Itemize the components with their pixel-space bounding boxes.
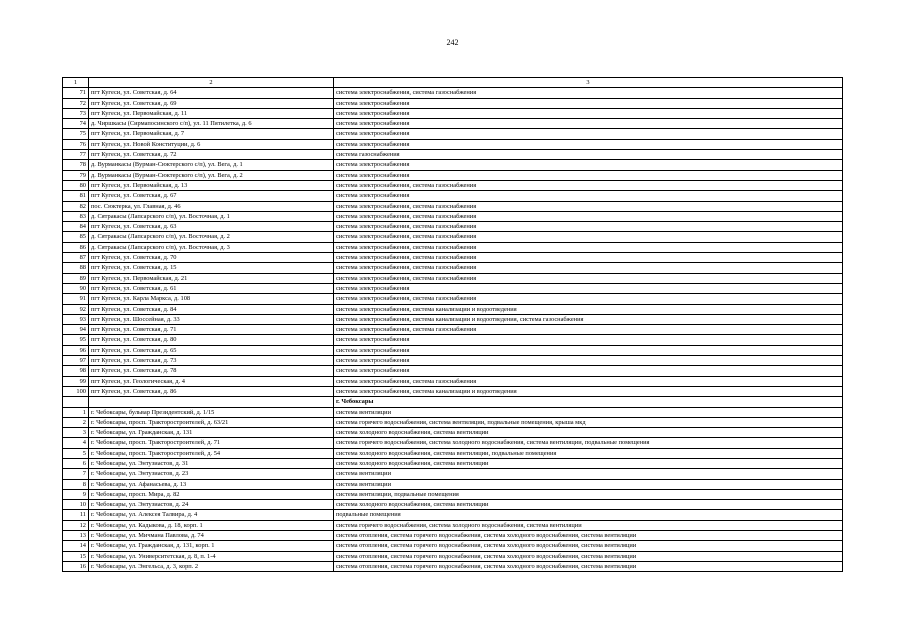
objects-table <box>62 77 843 572</box>
row-number: 92 <box>63 304 89 314</box>
row-address: г. Чебоксары, ул. Алексея Талвира, д. 4 <box>89 510 334 520</box>
row-number: 8 <box>63 479 89 489</box>
row-number: 83 <box>63 211 89 221</box>
row-number: 90 <box>63 283 89 293</box>
row-number: 3 <box>63 428 89 438</box>
row-address: пгт Кугеси, ул. Советская, д. 61 <box>89 283 334 293</box>
row-address: пгт Кугеси, ул. Советская, д. 70 <box>89 253 334 263</box>
section-title: г. Чебоксары <box>334 397 843 407</box>
row-address: д. Вурманкасы (Вурман-Сюктерского с/п), ул. Вега, д. 1 <box>89 160 334 170</box>
table-row <box>63 376 843 386</box>
table-row <box>63 520 843 530</box>
row-address: г. Чебоксары, ул. Гражданская, д. 131 <box>89 428 334 438</box>
row-systems: система электроснабжения, система газоснабжения <box>334 253 843 263</box>
table-row <box>63 489 843 499</box>
table-row <box>63 263 843 273</box>
row-systems: система электроснабжения, система газоснабжения <box>334 325 843 335</box>
row-number: 13 <box>63 531 89 541</box>
table-row <box>63 458 843 468</box>
row-number: 75 <box>63 129 89 139</box>
table-row <box>63 531 843 541</box>
table-row <box>63 88 843 98</box>
row-number: 7 <box>63 469 89 479</box>
section-blank <box>89 397 334 407</box>
row-number: 15 <box>63 551 89 561</box>
row-systems: система электроснабжения, система газоснабжения <box>334 201 843 211</box>
row-systems: система отопления, система горячего водоснабжения, система холодного водоснабжения, система вентиляции <box>334 551 843 561</box>
row-systems: система электроснабжения, система газоснабжения <box>334 242 843 252</box>
row-address: г. Чебоксары, бульвар Президентский, д. 1/15 <box>89 407 334 417</box>
row-systems: система холодного водоснабжения, система вентиляции <box>334 500 843 510</box>
row-systems: система отопления, система горячего водоснабжения, система холодного водоснабжения, система вентиляции <box>334 561 843 571</box>
table-row <box>63 253 843 263</box>
row-systems: система электроснабжения, система газоснабжения <box>334 222 843 232</box>
table-row <box>63 211 843 221</box>
table-row <box>63 551 843 561</box>
row-number: 79 <box>63 170 89 180</box>
row-address: д. Сятракасы (Лапсарского с/п), ул. Восточная, д. 3 <box>89 242 334 252</box>
table-row <box>63 98 843 108</box>
row-systems: система электроснабжения, система газоснабжения <box>334 88 843 98</box>
row-number: 84 <box>63 222 89 232</box>
table-row <box>63 386 843 396</box>
column-number-row <box>63 78 843 88</box>
row-systems: система газоснабжения <box>334 150 843 160</box>
row-systems: подвальные помещения <box>334 510 843 520</box>
row-number: 94 <box>63 325 89 335</box>
row-number: 5 <box>63 448 89 458</box>
table-row <box>63 356 843 366</box>
row-systems: система электроснабжения, система канализации и водоотведения <box>334 304 843 314</box>
row-address: пгт Кугеси, ул. Советская, д. 72 <box>89 150 334 160</box>
table-row <box>63 448 843 458</box>
column-number-2: 2 <box>89 78 334 88</box>
table-row <box>63 438 843 448</box>
row-systems: система вентиляции, подвальные помещения <box>334 489 843 499</box>
table-row <box>63 232 843 242</box>
row-address: г. Чебоксары, просп. Тракторостроителей, д. 54 <box>89 448 334 458</box>
table-row <box>63 500 843 510</box>
row-address: г. Чебоксары, ул. Мичмана Павлова, д. 74 <box>89 531 334 541</box>
row-number: 100 <box>63 386 89 396</box>
row-number: 82 <box>63 201 89 211</box>
row-number: 2 <box>63 417 89 427</box>
row-systems: система горячего водоснабжения, система холодного водоснабжения, система вентиляции, подвальные помещения <box>334 438 843 448</box>
row-address: пгт Кугеси, ул. Советская, д. 69 <box>89 98 334 108</box>
row-number: 80 <box>63 180 89 190</box>
row-number: 87 <box>63 253 89 263</box>
row-systems: система электроснабжения, система газоснабжения <box>334 273 843 283</box>
table-row <box>63 201 843 211</box>
row-number: 93 <box>63 314 89 324</box>
row-systems: система электроснабжения <box>334 283 843 293</box>
table-row <box>63 191 843 201</box>
row-systems: система электроснабжения <box>334 160 843 170</box>
page-number: 242 <box>446 38 459 47</box>
row-number: 71 <box>63 88 89 98</box>
row-address: пгт Кугеси, ул. Советская, д. 78 <box>89 366 334 376</box>
row-address: пгт Кугеси, ул. Первомайская, д. 21 <box>89 273 334 283</box>
row-address: пгт Кугеси, ул. Советская, д. 84 <box>89 304 334 314</box>
row-number: 74 <box>63 119 89 129</box>
row-systems: система электроснабжения <box>334 366 843 376</box>
row-number: 95 <box>63 335 89 345</box>
row-number: 10 <box>63 500 89 510</box>
row-systems: система электроснабжения, система газоснабжения <box>334 211 843 221</box>
row-address: г. Чебоксары, ул. Энтузиастов, д. 31 <box>89 458 334 468</box>
table-row <box>63 366 843 376</box>
row-number: 85 <box>63 232 89 242</box>
row-systems: система электроснабжения <box>334 191 843 201</box>
row-systems: система электроснабжения <box>334 129 843 139</box>
row-address: г. Чебоксары, ул. Гражданская, д. 131, корп. 1 <box>89 541 334 551</box>
table-row <box>63 510 843 520</box>
row-number: 12 <box>63 520 89 530</box>
row-number: 86 <box>63 242 89 252</box>
table-row <box>63 108 843 118</box>
table-row <box>63 283 843 293</box>
row-address: г. Чебоксары, ул. Кадыкова, д. 18, корп. 1 <box>89 520 334 530</box>
row-number: 73 <box>63 108 89 118</box>
table-row <box>63 170 843 180</box>
row-address: пгт Кугеси, ул. Советская, д. 64 <box>89 88 334 98</box>
row-number: 16 <box>63 561 89 571</box>
row-number: 77 <box>63 150 89 160</box>
table-row <box>63 407 843 417</box>
table-row <box>63 417 843 427</box>
table-row <box>63 479 843 489</box>
table-row <box>63 139 843 149</box>
row-number: 91 <box>63 294 89 304</box>
row-number: 4 <box>63 438 89 448</box>
row-address: г. Чебоксары, ул. Университетская, д. 8, п. 1-4 <box>89 551 334 561</box>
table-row <box>63 150 843 160</box>
row-address: пгт Кугеси, ул. Новой Конституции, д. 6 <box>89 139 334 149</box>
row-number: 14 <box>63 541 89 551</box>
table-row <box>63 561 843 571</box>
row-address: пгт Кугеси, ул. Советская, д. 73 <box>89 356 334 366</box>
row-address: г. Чебоксары, ул. Энтузиастов, д. 24 <box>89 500 334 510</box>
row-address: г. Чебоксары, ул. Энтузиастов, д. 23 <box>89 469 334 479</box>
row-number: 11 <box>63 510 89 520</box>
table-row <box>63 304 843 314</box>
row-systems: система электроснабжения <box>334 335 843 345</box>
row-address: д. Чиршкасы (Сирмапосинского с/п), ул. 11 Пятилетка, д. 6 <box>89 119 334 129</box>
row-systems: система электроснабжения, система газоснабжения <box>334 294 843 304</box>
row-number: 76 <box>63 139 89 149</box>
table-row <box>63 469 843 479</box>
row-systems: система горячего водоснабжения, система холодного водоснабжения, система вентиляции <box>334 520 843 530</box>
row-systems: система электроснабжения <box>334 98 843 108</box>
table-row <box>63 129 843 139</box>
row-address: пгт Кугеси, ул. Первомайская, д. 7 <box>89 129 334 139</box>
row-systems: система горячего водоснабжения, система вентиляции, подвальные помещения, крыша мкд <box>334 417 843 427</box>
table-row <box>63 242 843 252</box>
table-row <box>63 345 843 355</box>
row-systems: система холодного водоснабжения, система вентиляции <box>334 428 843 438</box>
table-row <box>63 119 843 129</box>
row-address: пгт Кугеси, ул. Советская, д. 86 <box>89 386 334 396</box>
row-address: д. Вурманкасы (Вурман-Сюктерского с/п), ул. Вега, д. 2 <box>89 170 334 180</box>
row-address: д. Сятракасы (Лапсарского с/п), ул. Восточная, д. 1 <box>89 211 334 221</box>
table-row <box>63 335 843 345</box>
row-address: г. Чебоксары, ул. Афанасьева, д. 13 <box>89 479 334 489</box>
row-address: пгт Кугеси, ул. Первомайская, д. 11 <box>89 108 334 118</box>
row-address: пгт Кугеси, ул. Советская, д. 65 <box>89 345 334 355</box>
row-address: д. Сятракасы (Лапсарского с/п), ул. Восточная, д. 2 <box>89 232 334 242</box>
table-row <box>63 325 843 335</box>
row-systems: система электроснабжения, система газоснабжения <box>334 232 843 242</box>
row-systems: система электроснабжения <box>334 170 843 180</box>
row-address: пгт Кугеси, ул. Советская, д. 80 <box>89 335 334 345</box>
row-address: пгт Кугеси, ул. Советская, д. 67 <box>89 191 334 201</box>
row-address: пгт Кугеси, ул. Советская, д. 71 <box>89 325 334 335</box>
table-row <box>63 541 843 551</box>
row-systems: система электроснабжения, система газоснабжения <box>334 263 843 273</box>
row-number: 9 <box>63 489 89 499</box>
row-systems: система вентиляции <box>334 469 843 479</box>
table-row <box>63 160 843 170</box>
row-systems: система отопления, система горячего водоснабжения, система холодного водоснабжения, система вентиляции <box>334 541 843 551</box>
row-systems: система вентиляции <box>334 407 843 417</box>
row-systems: система отопления, система горячего водоснабжения, система холодного водоснабжения, система вентиляции <box>334 531 843 541</box>
table-row <box>63 428 843 438</box>
row-systems: система электроснабжения <box>334 345 843 355</box>
row-systems: система электроснабжения, система газоснабжения <box>334 180 843 190</box>
section-row <box>63 397 843 407</box>
table-row <box>63 294 843 304</box>
objects-table-body <box>63 78 843 572</box>
row-number: 98 <box>63 366 89 376</box>
row-number: 1 <box>63 407 89 417</box>
row-systems: система вентиляции <box>334 479 843 489</box>
table-row <box>63 273 843 283</box>
table-row <box>63 222 843 232</box>
row-systems: система электроснабжения <box>334 356 843 366</box>
row-address: пгт Кугеси, ул. Шоссейная, д. 33 <box>89 314 334 324</box>
row-number: 78 <box>63 160 89 170</box>
row-systems: система электроснабжения, система канализации и водоотведения <box>334 386 843 396</box>
row-systems: система электроснабжения <box>334 119 843 129</box>
table-row <box>63 314 843 324</box>
row-number: 88 <box>63 263 89 273</box>
section-blank <box>63 397 89 407</box>
row-systems: система электроснабжения, система газоснабжения <box>334 376 843 386</box>
column-number-1: 1 <box>63 78 89 88</box>
row-address: пгт Кугеси, ул. Советская, д. 15 <box>89 263 334 273</box>
row-address: пос. Сюктерка, ул. Главная, д. 46 <box>89 201 334 211</box>
row-address: пгт Кугеси, ул. Первомайская, д. 13 <box>89 180 334 190</box>
row-number: 96 <box>63 345 89 355</box>
row-address: пгт Кугеси, ул. Советская, д. 63 <box>89 222 334 232</box>
row-address: пгт Кугеси, ул. Геологическая, д. 4 <box>89 376 334 386</box>
row-systems: система электроснабжения <box>334 139 843 149</box>
row-number: 6 <box>63 458 89 468</box>
row-systems: система электроснабжения, система канализации и водоотведения, система газоснабжения <box>334 314 843 324</box>
row-number: 99 <box>63 376 89 386</box>
row-systems: система холодного водоснабжения, система вентиляции <box>334 458 843 468</box>
row-systems: система электроснабжения <box>334 108 843 118</box>
row-address: пгт Кугеси, ул. Карла Маркса, д. 108 <box>89 294 334 304</box>
row-number: 81 <box>63 191 89 201</box>
row-address: г. Чебоксары, просп. Тракторостроителей, д. 63/21 <box>89 417 334 427</box>
row-address: г. Чебоксары, ул. Энгельса, д. 3, корп. 2 <box>89 561 334 571</box>
row-number: 89 <box>63 273 89 283</box>
column-number-3: 3 <box>334 78 843 88</box>
row-address: г. Чебоксары, просп. Мира, д. 82 <box>89 489 334 499</box>
row-number: 97 <box>63 356 89 366</box>
row-number: 72 <box>63 98 89 108</box>
table-row <box>63 180 843 190</box>
row-address: г. Чебоксары, просп. Тракторостроителей, д. 71 <box>89 438 334 448</box>
row-systems: система холодного водоснабжения, система вентиляции, подвальные помещения <box>334 448 843 458</box>
